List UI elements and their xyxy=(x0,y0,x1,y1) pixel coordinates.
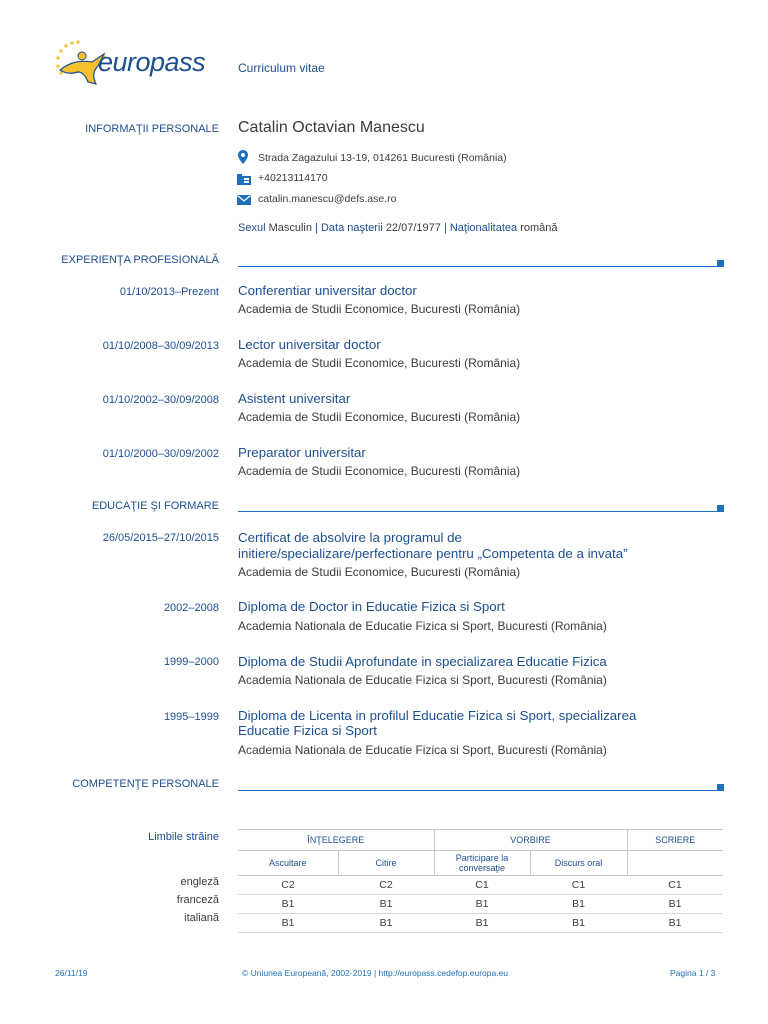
education-title: Diploma de Studii Aprofundate in specializarea Educatie Fizica xyxy=(238,654,607,669)
languages-label: Limbile străine xyxy=(148,831,219,843)
writing-header: SCRIERE xyxy=(627,830,723,851)
email-icon xyxy=(237,195,251,205)
section-divider xyxy=(238,266,718,267)
experience-employer: Academia de Studii Economice, Bucuresti (România) xyxy=(238,410,521,424)
personal-details-line xyxy=(238,222,558,234)
phone-icon xyxy=(237,172,251,185)
production-subheader: Discurs oral xyxy=(530,851,627,876)
education-dates: 1995–1999 xyxy=(163,711,219,723)
footer-copyright[interactable]: © Uniunea Europeană, 2002-2019 | http://europass.cedefop.europa.eu xyxy=(242,968,509,978)
education-institution: Academia Nationala de Educatie Fizica si Sport, Bucuresti (România) xyxy=(238,743,607,757)
education-dates: 1999–2000 xyxy=(163,656,219,668)
language-table xyxy=(238,829,723,933)
level-cell: B1 xyxy=(338,895,434,914)
level-cell: B1 xyxy=(238,914,338,933)
education-title-line: Educatie Fizica si Sport xyxy=(238,723,377,738)
listening-subheader: Ascultare xyxy=(238,851,338,876)
experience-dates: 01/10/2008–30/09/2013 xyxy=(102,340,219,352)
page-number: Pagina 1 / 3 xyxy=(670,968,716,978)
level-cell: B1 xyxy=(627,914,723,933)
section-divider-marker xyxy=(717,505,724,512)
birth-value: 22/07/1977 xyxy=(385,222,441,234)
logo-text: europass xyxy=(98,47,206,77)
table-row xyxy=(238,876,723,895)
section-divider-marker xyxy=(717,784,724,791)
level-cell: C2 xyxy=(338,876,434,895)
level-cell: B1 xyxy=(338,914,434,933)
europass-logo xyxy=(52,38,227,90)
level-cell: C2 xyxy=(238,876,338,895)
education-dates: 26/05/2015–27/10/2015 xyxy=(102,532,219,544)
level-cell: B1 xyxy=(530,914,627,933)
experience-section-label: EXPERIENŢA PROFESIONALĂ xyxy=(61,254,219,266)
sex-label: Sexul xyxy=(238,222,266,234)
location-pin-icon xyxy=(237,150,249,164)
education-title-line: Diploma de Licenta in profilul Educatie Fizica si Sport, specializarea xyxy=(238,708,637,723)
education-dates: 2002–2008 xyxy=(163,602,219,614)
nationality-value: română xyxy=(520,222,558,234)
section-divider xyxy=(238,511,718,512)
reading-subheader: Citire xyxy=(338,851,434,876)
table-row xyxy=(238,895,723,914)
separator: | xyxy=(443,222,447,234)
separator: | xyxy=(315,222,318,234)
document-title: Curriculum vitae xyxy=(238,61,325,75)
language-name: engleză xyxy=(180,876,219,888)
level-cell: B1 xyxy=(627,895,723,914)
experience-title: Conferentiar universitar doctor xyxy=(238,283,417,298)
experience-dates: 01/10/2000–30/09/2002 xyxy=(102,448,219,460)
email-address[interactable]: catalin.manescu@defs.ase.ro xyxy=(258,193,397,205)
level-cell: B1 xyxy=(434,914,530,933)
table-row xyxy=(238,914,723,933)
education-institution: Academia Nationala de Educatie Fizica si Sport, Bucuresti (România) xyxy=(238,673,607,687)
language-name: italiană xyxy=(184,912,219,924)
experience-employer: Academia de Studii Economice, Bucuresti (România) xyxy=(238,464,521,478)
nationality-label: Naţionalitatea xyxy=(449,222,518,234)
education-institution: Academia de Studii Economice, Bucuresti (România) xyxy=(238,565,521,579)
education-title-line: Certificat de absolvire la programul de xyxy=(238,530,462,545)
level-cell: B1 xyxy=(530,895,627,914)
language-name: franceză xyxy=(176,894,219,906)
footer-date: 26/11/19 xyxy=(55,968,88,978)
experience-employer: Academia de Studii Economice, Bucuresti (România) xyxy=(238,356,521,370)
level-cell: C1 xyxy=(530,876,627,895)
education-title: Diploma de Doctor in Educatie Fizica si Sport xyxy=(238,599,505,614)
phone-number[interactable]: +40213114170 xyxy=(258,172,328,184)
level-cell: C1 xyxy=(627,876,723,895)
address: Strada Zagazului 13-19, 014261 Bucuresti (România) xyxy=(258,152,507,164)
education-institution: Academia Nationala de Educatie Fizica si Sport, Bucuresti (România) xyxy=(238,619,607,633)
education-section-label: EDUCAŢIE ŞI FORMARE xyxy=(91,500,219,512)
education-title-line: initiere/specializare/perfectionare pentru „Competenta de a invata” xyxy=(238,546,628,561)
level-cell: B1 xyxy=(434,895,530,914)
section-divider xyxy=(238,790,718,791)
full-name: Catalin Octavian Manescu xyxy=(238,119,425,136)
experience-title: Preparator universitar xyxy=(238,445,366,460)
interaction-subheader: Participare la conversaţie xyxy=(434,851,530,876)
competences-section-label: COMPETENŢE PERSONALE xyxy=(72,778,219,790)
experience-dates: 01/10/2013–Prezent xyxy=(119,286,219,298)
speaking-header: VORBIRE xyxy=(434,830,627,851)
birth-label: Data naşterii xyxy=(320,222,383,234)
experience-title: Asistent universitar xyxy=(238,391,351,406)
level-cell: C1 xyxy=(434,876,530,895)
experience-title: Lector universitar doctor xyxy=(238,337,381,352)
section-divider-marker xyxy=(717,260,724,267)
experience-dates: 01/10/2002–30/09/2008 xyxy=(102,394,219,406)
sex-value: Masculin xyxy=(268,222,312,234)
level-cell: B1 xyxy=(238,895,338,914)
experience-employer: Academia de Studii Economice, Bucuresti (România) xyxy=(238,302,521,316)
personal-info-section-label: INFORMAŢII PERSONALE xyxy=(85,123,219,135)
understanding-header: ÎNŢELEGERE xyxy=(238,830,434,851)
